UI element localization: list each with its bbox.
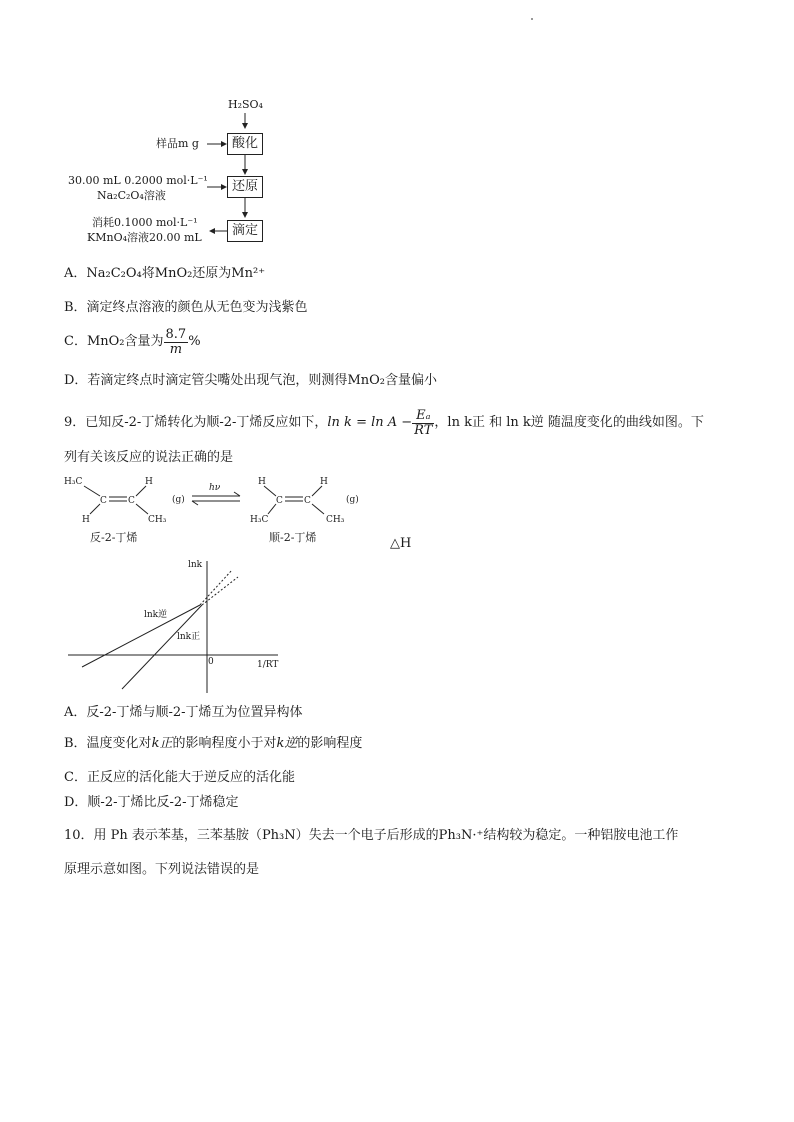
flow-h2so4: H₂SO₄: [228, 98, 263, 111]
q9-stem-mid: ，ln k正 和 ln k逆 随温度变化的曲线如图。下: [434, 415, 704, 430]
svg-text:CH₃: CH₃: [148, 515, 167, 525]
svg-text:(g): (g): [172, 495, 185, 505]
q9-option-c: C．正反应的活化能大于逆反应的活化能: [64, 770, 295, 785]
q10-mid: ）失去一个电子后形成的: [295, 828, 439, 843]
q9-stem-line2: 列有关该反应的说法正确的是: [64, 450, 234, 465]
q10-ph3n-ion: Ph₃N·⁺: [438, 828, 484, 843]
q8-option-c: [64, 325, 201, 359]
svg-text:H₃C: H₃C: [250, 515, 269, 525]
q9-equation-denominator: RT: [414, 422, 433, 438]
q8-option-c-denominator: m: [169, 341, 183, 357]
q9-equation-left: ln k = ln A −: [327, 415, 413, 430]
q8-option-c-pre: MnO₂含量为: [86, 334, 164, 349]
svg-text:C: C: [128, 496, 135, 506]
q8-option-c-numerator: 8.7: [165, 326, 187, 342]
q10-stem-line2: 原理示意如图。下列说法错误的是: [64, 862, 260, 877]
q9-equation-fraction: [412, 409, 434, 438]
svg-text:H: H: [82, 515, 90, 525]
svg-text:(g): (g): [346, 495, 359, 505]
flow-step-reduce: 还原: [227, 176, 263, 198]
q10-post: 结构较为稳定。一种铝胺电池工作: [483, 828, 679, 843]
svg-text:CH₃: CH₃: [326, 515, 345, 525]
svg-text:H₃C: H₃C: [64, 477, 83, 487]
svg-text:H: H: [258, 477, 266, 487]
q8-option-b: B．滴定终点溶液的颜色从无色变为浅紫色: [64, 300, 308, 315]
lnk-graph-axes: [60, 555, 290, 700]
q8-option-d: [64, 373, 437, 389]
flow-consume-1: 消耗0.1000 mol·L⁻¹: [92, 216, 198, 229]
q9-option-b-pre: B．温度变化对: [64, 736, 152, 751]
q8-option-a-label: A．: [64, 266, 87, 281]
q9-option-b-k1: k正: [151, 736, 173, 751]
svg-text:C: C: [304, 496, 311, 506]
q9-option-d: D．顺-2-丁烯比反-2-丁烯稳定: [64, 795, 239, 810]
svg-text:H: H: [320, 477, 328, 487]
q8-option-c-label: C．: [64, 334, 87, 349]
q8-option-a: [64, 266, 265, 282]
q9-equation-numerator: Eₐ: [412, 409, 434, 424]
q8-option-a-text: Na₂C₂O₄将MnO₂还原为Mn²⁺: [86, 266, 266, 281]
flow-reagent-1: 30.00 mL 0.2000 mol·L⁻¹: [68, 174, 208, 187]
reaction-condition: hν: [209, 483, 221, 493]
svg-text:C: C: [100, 496, 107, 506]
q10-ph3n: Ph₃N: [261, 828, 296, 843]
graph-y-label: lnk: [188, 560, 203, 570]
q9-option-b-post: 的影响程度: [297, 736, 363, 751]
graph-label-lnk-forward: lnk正: [177, 632, 201, 642]
enthalpy-label: △H: [390, 536, 412, 551]
flow-consume-2: KMnO₄溶液20.00 mL: [87, 231, 202, 244]
svg-text:H: H: [145, 477, 153, 487]
flow-step-titrate: 滴定: [227, 220, 263, 242]
graph-origin-label: 0: [208, 657, 214, 667]
q9-stem-line1: [64, 406, 704, 440]
q9-option-b-mid: 的影响程度小于对: [172, 736, 277, 751]
flow-step-acidify: 酸化: [227, 133, 263, 155]
q10-pre: 10．用 Ph 表示苯基，三苯基胺（: [64, 828, 262, 843]
q8-option-c-post: %: [188, 334, 201, 349]
q9-option-b: [64, 736, 362, 752]
q9-option-a: A．反-2-丁烯与顺-2-丁烯互为位置异构体: [64, 705, 303, 720]
product-name: 顺-2-丁烯: [269, 531, 317, 544]
flow-sample: 样品m g: [156, 137, 199, 150]
svg-text:C: C: [276, 496, 283, 506]
q8-option-d-post: 含量偏小: [385, 373, 438, 388]
q8-option-c-fraction: [164, 328, 189, 357]
graph-x-label: 1/RT: [257, 660, 279, 670]
reactant-name: 反-2-丁烯: [90, 531, 138, 544]
q10-stem-line1: [64, 828, 678, 844]
graph-label-lnk-reverse: lnk逆: [144, 610, 168, 620]
q9-option-b-k2: k逆: [276, 736, 298, 751]
q8-option-d-mno2: MnO₂: [347, 373, 385, 388]
q9-stem-pre: 9．已知反-2-丁烯转化为顺-2-丁烯反应如下，: [64, 415, 328, 430]
flow-reagent-2: Na₂C₂O₄溶液: [97, 189, 166, 202]
q8-option-d-pre: D．若滴定终点时滴定管尖嘴处出现气泡，则测得: [64, 373, 348, 388]
